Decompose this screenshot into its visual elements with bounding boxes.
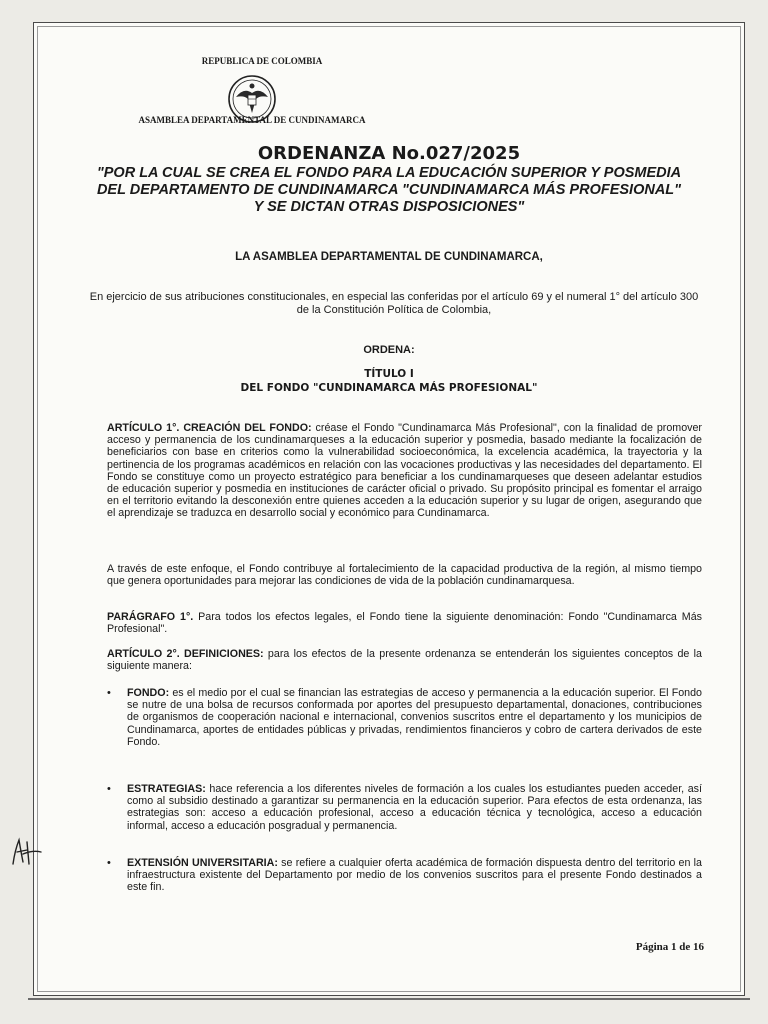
paragrafo-1-label: PARÁGRAFO 1°. [107, 611, 194, 623]
page-number: Página 1 de 16 [635, 941, 704, 953]
definition-item [107, 857, 702, 894]
titulo-heading [34, 367, 744, 395]
paragrafo-1 [107, 611, 702, 635]
article-1 [107, 422, 702, 520]
paragraph-enfoque: A través de este enfoque, el Fondo contribuye al fortalecimiento de la capacidad productiva de la región, al mismo tiempo que genera oportunidades para mejorar las condiciones de vida de la población cundinamarquesa. [107, 563, 702, 588]
bullet-icon: • [107, 687, 111, 699]
article-2-text: para los efectos de la presente ordenanza se entenderán los siguientes conceptos de la siguiente manera: [107, 648, 702, 673]
ordena-heading: ORDENA: [363, 344, 415, 356]
article-1-label: ARTÍCULO 1°. CREACIÓN DEL FONDO: [107, 422, 312, 434]
header-republica: REPUBLICA DE COLOMBIA [201, 56, 323, 66]
document-page [33, 22, 745, 996]
definition-term: FONDO: [127, 687, 170, 699]
handwritten-initials [5, 830, 45, 870]
titulo-name: DEL FONDO "CUNDINAMARCA MÁS PROFESIONAL" [240, 382, 538, 394]
article-2-label: ARTÍCULO 2°. DEFINICIONES: [107, 648, 264, 660]
definition-text: hace referencia a los diferentes niveles de formación a los cuales los estudiantes pueden acceder, así como al subsidio destinado a garantizar su permanencia en la educación superior. Para efectos de esta ordenanza, las estrategias son: acceso a educación profesional, acceso a educación técnica y tecnológica, acceso a educación informal, acceso a educación posgradual y permanencia. [127, 783, 702, 832]
definition-term: EXTENSIÓN UNIVERSITARIA: [127, 857, 278, 869]
definition-item [107, 687, 702, 748]
article-1-text: créase el Fondo "Cundinamarca Más Profesional", con la finalidad de promover acceso y permanencia de los cundinamarqueses a la educación superior y posmedia, basado mediante la focalización de beneficiarios con base en criterios como la vulnerabilidad socioeconómica, la excelencia académica, la trayectoria y la pertinencia de los programas académicos en relación con las vocaciones productivas y las necesidades del departamento. El Fondo se constituye como un proyecto estratégico para beneficiar a los cundinamarqueses que deseen adelantar estudios de educación superior y posmedia en instituciones de carácter oficial o privado. Su propósito principal es fomentar el arraigo en el territorio evitando la desconexión entre quienes acceden a la educación superior y su lugar de origen, asegurando que el aprendizaje se traduzca en desarrollo social y económico para Cundinamarca. [107, 422, 702, 520]
definition-text: es el medio por el cual se financian las estrategias de acceso y permanencia a la educación superior. El Fondo se nutre de una bolsa de recursos conformada por aportes del presupuesto departamental, donaciones, contribuciones de organismos de cooperación nacional e internacional, convenios suscritos entre el departamento y los municipios de Cundinamarca, aportes de entidades públicas y privadas, rendimientos financieros y cobro de cartera derivados de este Fondo. [127, 687, 702, 748]
preamble-asamblea: LA ASAMBLEA DEPARTAMENTAL DE CUNDINAMARCA, [235, 251, 543, 263]
bullet-icon: • [107, 783, 111, 795]
ordinance-number: ORDENANZA No.027/2025 [257, 143, 521, 164]
page-bottom-edge [28, 998, 750, 1000]
article-2 [107, 648, 702, 672]
header-asamblea: ASAMBLEA DEPARTAMENTAL DE CUNDINAMARCA [138, 115, 366, 125]
titulo-number: TÍTULO I [364, 368, 414, 380]
paragrafo-1-text: Para todos los efectos legales, el Fondo tiene la siguiente denominación: Fondo "Cundinamarca Más Profesional". [107, 611, 702, 636]
definition-text: se refiere a cualquier oferta académica de formación dispuesta dentro del territorio en la infraestructura existente del Departamento por medio de los convenios suscritos para el presente Fondo destinados a este fin. [127, 857, 702, 894]
bullet-icon: • [107, 857, 111, 869]
definition-term: ESTRATEGIAS: [127, 783, 206, 795]
ordinance-subtitle: "POR LA CUAL SE CREA EL FONDO PARA LA EDUCACIÓN SUPERIOR Y POSMEDIA DEL DEPARTAMENTO DE CUNDINAMARCA "CUNDINAMARCA MÁS PROFESIONAL" Y SE DICTAN OTRAS DISPOSICIONES" [96, 165, 682, 215]
definition-item [107, 783, 702, 832]
preamble-ejercicio: En ejercicio de sus atribuciones constitucionales, en especial las conferidas por el artículo 69 y el numeral 1° del artículo 300 de la Constitución Política de Colombia, [89, 291, 699, 316]
